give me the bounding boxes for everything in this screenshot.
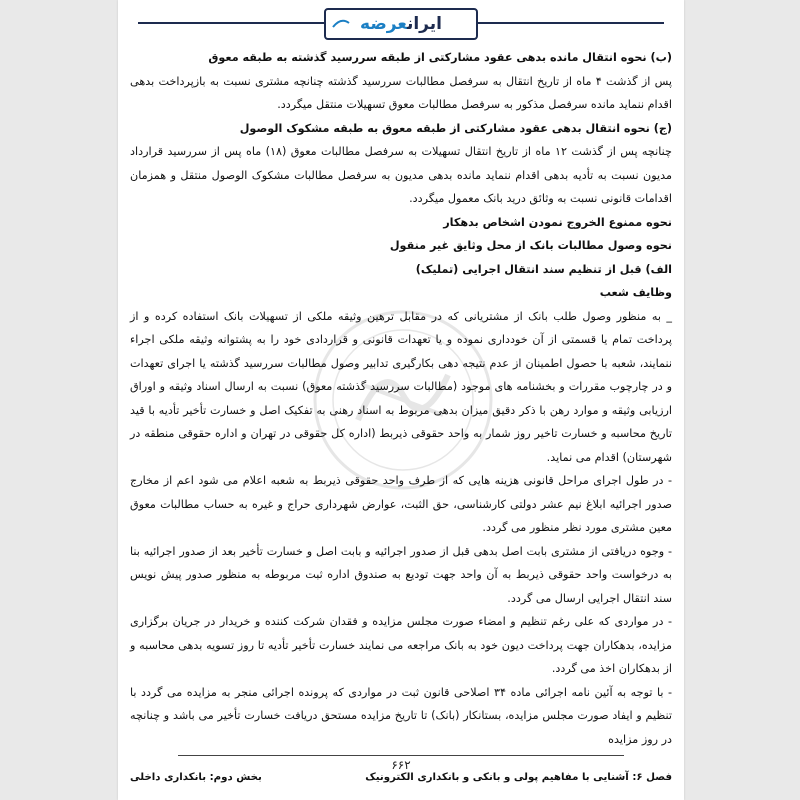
paragraph: پس از گذشت ۴ ماه از تاریخ انتقال به سرفصل مطالبات سررسید گذشته چنانچه مشتری نسبت به بازپرداخت بدهی اقدام ننماید مانده سرفصل مذکور به سرفصل مطالبات معوق تسهیلات منتقل میگردد.	[130, 74, 672, 111]
heading-travel-ban: نحوه ممنوع الخروج نمودن اشخاص بدهکار	[443, 215, 672, 229]
subheading-b: (ب) نحوه انتقال مانده بدهی عقود مشارکتی از طبقه سررسید گذشته به طبقه معوق	[208, 51, 672, 64]
page-header	[118, 0, 684, 42]
paragraph: - وجوه دریافتی از مشتری بابت اصل بدهی قبل از صدور اجرائیه و بابت اصل و خسارت تأخیر بعد از صدور اجرائیه بنا به درخواست واحد حقوقی ذیربط به آن واحد جهت تودیع به صندوق اداره ثبت مربوطه به منظور صدور پیش نویس سند انتقال اجرایی ارسال می گردد.	[130, 544, 672, 605]
document-page	[118, 0, 684, 800]
paragraph: - در طول اجرای مراحل قانونی هزینه هایی که از طرف واحد حقوقی ذیربط به شعبه اعلام می شود اعم از مخارج صدور اجرائیه ابلاغ نیم عشر دولتی کارشناسی، حق الثبت، عوارض شهرداری حراج و غیره به حساب مطالبات معوق معین مشتری مورد نظر منظور می گردد.	[130, 474, 672, 534]
logo-text-part2: عرضه	[360, 14, 407, 34]
footer-section-title: بخش دوم: بانکداری داخلی	[130, 772, 262, 783]
subheading-a: الف) قبل از تنظیم سند انتقال اجرایی (تملیک)	[415, 262, 672, 276]
paragraph: چنانچه پس از گذشت ۱۲ ماه از تاریخ انتقال تسهیلات به سرفصل مطالبات معوق (۱۸) ماه پس از سررسید قرارداد مدیون نسبت به تأدیه بدهی اقدام ننماید مانده بدهی مدیون به سرفصل مطالبات مشکوک الوصول منتقل و همزمان اقدامات قانونی نسبت به وثائق درید بانک معمول میگردد.	[130, 145, 672, 205]
heading-branch-duties: وظایف شعب	[599, 286, 672, 299]
publisher-logo	[324, 8, 478, 40]
logo-text-part1: ایران	[406, 14, 442, 34]
subheading-c: (ج) نحوه انتقال بدهی عقود مشارکتی از طبقه معوق به طبقه مشکوک الوصول	[239, 121, 672, 135]
footer-chapter-title: فصل ۶: آشنایی با مفاهیم پولی و بانکی و بانکداری الکترونیک	[365, 772, 672, 783]
heading-collateral-collection: نحوه وصول مطالبات بانک از محل وثایق غیر منقول	[389, 239, 672, 252]
page-number: ۶۶۲	[391, 758, 411, 772]
page-body	[130, 46, 672, 746]
logo-wordmark	[360, 14, 442, 34]
logo-swoosh-icon	[332, 19, 350, 29]
page-footer	[118, 748, 684, 800]
paragraph: _ به منظور وصول طلب بانک از مشتریانی که در مقابل ترهین وثیقه ملکی از تسهیلات بانک استفاده کرده و از پرداخت تمام یا قسمتی از آن خودداری نموده و یا تعهدات قانونی و قراردادی خود را به پشتوانه وثیقه ملکی اجراء ننمایند، شعبه با حصول اطمینان از عدم نتیجه دهی بکارگیری تدابیر وصول مطالبات سررسید گذشته یا اجرای تعهدات و در چارچوب مقررات و بخشنامه های موجود (مطالبات سررسید گذشته معوق) نسبت به ارسال اسناد وثیقه و اوراق ارزیابی وثیقه و موارد رهن با ذکر دقیق میزان بدهی مربوط به اسناد رهنی به تفکیک اصل و خسارت تأخیر تأدیه با قید تاریخ محاسبه و خسارت تاخیر روز شمار به واحد حقوقی ذیربط (اداره کل حقوقی در تهران و اداره حقوقی منطقه در شهرستان) اقدام می نماید.	[130, 309, 672, 464]
paragraph: - در مواردی که علی رغم تنظیم و امضاء صورت مجلس مزایده و فقدان شرکت کننده و خریدار در جریان برگزاری مزایده، بدهکاران جهت پرداخت دیون خود به بانک مراجعه می نمایند خسارت تأخیر تأدیه تا روز تسویه بدهی محاسبه و از بدهکاران اخذ می گردد.	[130, 615, 672, 675]
footer-rule	[178, 755, 624, 756]
paragraph: - با توجه به آئین نامه اجرائی ماده ۳۴ اصلاحی قانون ثبت در مواردی که پرونده اجرائی منجر به مزایده می گردد با تنظیم و ایفاد صورت مجلس مزایده، بستانکار (بانک) تا تاریخ مزایده مستحق دریافت خسارت تأخیر می باشد و چنانچه در روز مزایده	[130, 685, 672, 746]
